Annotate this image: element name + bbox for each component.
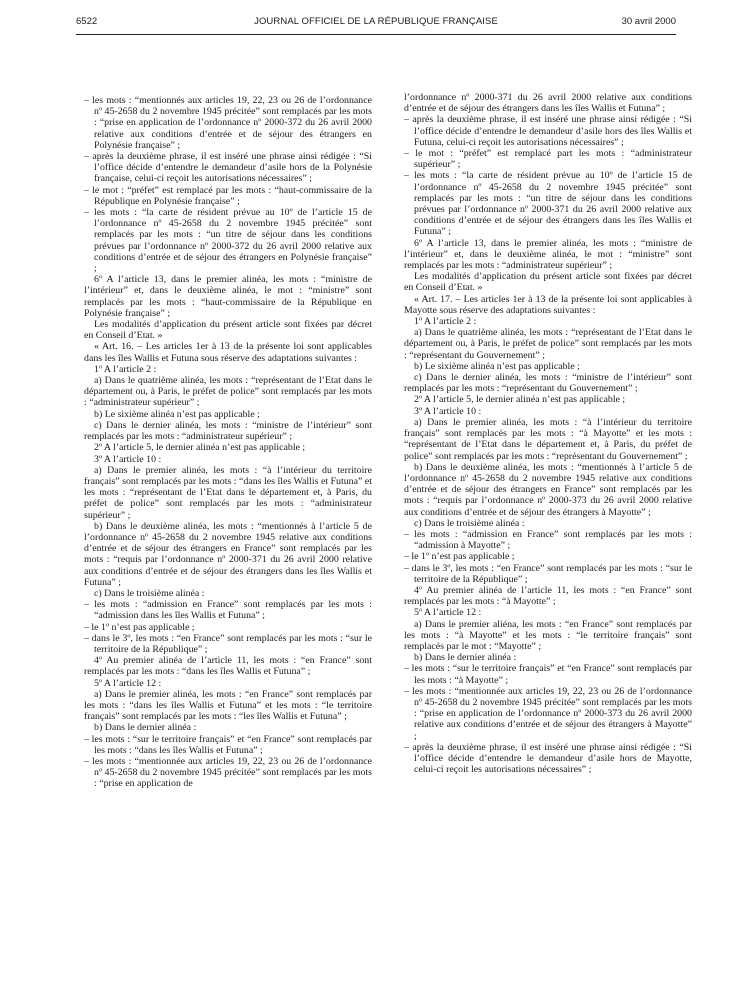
journal-title: JOURNAL OFFICIEL DE LA RÉPUBLIQUE FRANÇAISE — [254, 16, 498, 27]
paragraph: – les mots : “la carte de résident prévue au 10º de l’article 15 de l’ordonnance nº 45-2658 du 2 novembre 1945 précitée” sont remplacés par les mots : “un titre de séjour dans les conditions prévues par l’ordonnance nº 2000-371 du 26 avril 2000 relative aux conditions d’entrée et de séjour des étrangers dans les îles Wallis et Futuna” ; — [404, 170, 692, 238]
paragraph: « Art. 17. – Les articles 1er à 13 de la présente loi sont applicables à Mayotte sous réserve des adaptations suivantes : — [404, 293, 692, 316]
paragraph: – les mots : “mentionnés aux articles 19, 22, 23 ou 26 de l’ordonnance nº 45-2658 du 2 novembre 1945 précitée” sont remplacés par les mots : “prise en application de l’ordonnance nº 2000-372 du 26 avril 2000 relative aux conditions d’entrée et de séjour des étrangers en Polynésie française” ; — [84, 95, 372, 151]
paragraph: 1º A l’article 2 : — [414, 316, 477, 328]
paragraph: – les mots : “admission en France” sont remplacés par les mots : “admission à Mayotte” ; — [404, 528, 692, 552]
paragraph: 4º Au premier alinéa de l’article 11, les mots : “en France” sont remplacés par les mots : “à Mayotte” ; — [404, 584, 692, 608]
paragraph: – après la deuxième phrase, il est inséré une phrase ainsi rédigée : “Si l’office décide d’entendre le demandeur d’asile hors de Mayotte, celui-ci reçoit les autorisations nécessaires” ; — [404, 741, 692, 776]
paragraph: b) Le sixième alinéa n’est pas applicable ; — [414, 360, 580, 372]
paragraph: b) Dans le dernier alinéa : — [414, 652, 517, 664]
paragraph: c) Dans le troisième alinéa : — [94, 587, 205, 599]
paragraph: Les modalités d’application du présent article sont fixées par décret en Conseil d’Etat. » — [84, 319, 372, 342]
paragraph: – après la deuxième phrase, il est inséré une phrase ainsi rédigée : “Si l’office décide d’entendre le demandeur d’asile hors des îles Wallis et Futuna, celui-ci reçoit les autorisations nécessaires” ; — [404, 114, 692, 148]
paragraph: b) Dans le dernier alinéa : — [94, 722, 197, 734]
paragraph: a) Dans le premier alinéa, les mots : “à l’intérieur du territoire français” sont remplacés par les mots : “à Mayotte” et les mots : “représentant de l’Etat dans le département et, à Paris, du préfet de police” sont remplacés par les mots : “représentant du Gouvernement” ; — [404, 416, 692, 462]
paragraph: 1º A l’article 2 : — [94, 363, 157, 375]
paragraph: 5º A l’article 12 : — [414, 607, 482, 619]
paragraph: b) Le sixième alinéa n’est pas applicable ; — [94, 408, 260, 420]
paragraph: 2º A l’article 5, le dernier alinéa n’est pas applicable ; — [414, 394, 626, 406]
paragraph: – dans le 3º, les mots : “en France” sont remplacés par les mots : “sur le territoire de la République” ; — [84, 632, 372, 655]
right-text-column — [404, 92, 692, 775]
left-text-column — [84, 95, 372, 790]
paragraph: Les modalités d’application du présent article sont fixées par décret en Conseil d’Etat. » — [404, 271, 692, 294]
paragraph: a) Dans le premier aliéna, les mots : “en France” sont remplacés par les mots : “à Mayotte” et les mots : “le territoire français” sont remplacés par le mot : “Mayotte” ; — [404, 618, 692, 652]
paragraph: b) Dans le deuxième alinéa, les mots : “mentionnés à l’article 5 de l’ordonnance nº 45-2658 du 2 novembre 1945 relative aux conditions d’entrée et de séjour des étrangers en France” sont remplacés par les mots : “requis par l’ordonnance nº 2000-373 du 26 avril 2000 relative aux conditions d’entrée et de séjour des étrangers à Mayotte” ; — [404, 461, 692, 518]
paragraph: a) Dans le quatrième alinéa, les mots : “représentant de l’Etat dans le département ou, à Paris, le préfet de police” sont remplacés par les mots : “représentant du Gouvernement” ; — [404, 327, 692, 361]
issue-date: 30 avril 2000 — [621, 16, 676, 27]
paragraph: – les mots : “mentionnée aux articles 19, 22, 23 ou 26 de l’ordonnance nº 45-2658 du 2 novembre 1945 précitée” sont remplacés par les mots : “prise en application de — [84, 755, 372, 790]
paragraph: – les mots : “admission en France” sont remplacés par les mots : “admission dans les îles Wallis et Futuna” ; — [84, 599, 372, 622]
paragraph: c) Dans le troisième alinéa : — [414, 517, 525, 529]
paragraph: – le mot : “préfet” est remplacé part les mots : “administrateur supérieur” ; — [404, 148, 692, 171]
paragraph: 3º A l’article 10 : — [414, 405, 482, 417]
paragraph: b) Dans le deuxième alinéa, les mots : “mentionnés à l’article 5 de l’ordonnance nº 45-2658 du 2 novembre 1945 relative aux conditions d’entrée et de séjour des étrangers en France” sont remplacés par les mots : “requis par l’ordonnance nº 2000-371 du 26 avril 2000 relative aux conditions d’entrée et de séjour des étrangers dans les îles Wallis et Futuna” ; — [84, 520, 372, 588]
paragraph: – le mot : “préfet” est remplacé par les mots : “haut-commissaire de la République en Polynésie française” ; — [84, 184, 372, 207]
paragraph: – dans le 3º, les mots : “en France” sont remplacés par les mots : “sur le territoire de la République” ; — [404, 562, 692, 585]
page-header — [76, 16, 676, 35]
paragraph: – le 1º n’est pas applicable ; — [404, 551, 515, 563]
paragraph: – les mots : “mentionnée aux articles 19, 22, 23 ou 26 de l’ordonnance nº 45-2658 du 2 novembre 1945 précitée” sont remplacés par les mots : “prise en application de l’ordonnance nº 2000-373 du 26 avril 2000 relative aux conditions d’entrée et de séjour des étrangers à Mayotte” ; — [404, 685, 692, 742]
paragraph: 6º A l’article 13, dans le premier alinéa, les mots : “ministre de l’intérieur” et, dans le deuxième alinéa, le mot : “ministre” sont remplacés par les mots : “administrateur supérieur” ; — [404, 237, 692, 272]
paragraph: c) Dans le dernier alinéa, les mots : “ministre de l’intérieur” sont remplacés par les mots : “administrateur supérieur” ; — [84, 419, 372, 443]
paragraph: c) Dans le dernier alinéa, les mots : “ministre de l’intérieur” sont remplacés par les mots : “représentant du Gouvernement” ; — [404, 372, 692, 395]
paragraph: l’ordonnance nº 2000-371 du 26 avril 2000 relative aux conditions d’entrée et de séjour des étrangers dans les îles Wallis et Futuna” ; — [404, 92, 692, 115]
paragraph: 4º Au premier alinéa de l’article 11, les mots : “en France” sont remplacés par les mots : “dans les îles Wallis et Futuna” ; — [84, 655, 372, 678]
paragraph: 6º A l’article 13, dans le premier alinéa, les mots : “ministre de l’intérieur” et, dans le deuxième alinéa, le mot : “ministre” sont remplacés par les mots : “haut-commissaire de la République en Polynésie française” ; — [84, 274, 372, 319]
page-number: 6522 — [76, 16, 98, 27]
paragraph: – le 1º n’est pas applicable ; — [84, 621, 195, 633]
paragraph: 3º A l’article 10 : — [94, 453, 162, 465]
paragraph: – après la deuxième phrase, il est inséré une phrase ainsi rédigée : “Si l’office décide d’entendre le demandeur d’asile hors de la Polynésie française, celui-ci reçoit les autorisations nécessaires” ; — [84, 151, 372, 185]
paragraph: – les mots : “sur le territoire français” et “en France” sont remplacés par les mots : “dans les îles Wallis et Futuna” ; — [84, 733, 372, 756]
paragraph: 5º A l’article 12 : — [94, 677, 162, 689]
paragraph: a) Dans le quatrième alinéa, les mots : “représentant de l’Etat dans le département ou, à Paris, le préfet de police” sont remplacés par les mots : “administrateur supérieur” ; — [84, 375, 372, 409]
paragraph: – les mots : “sur le territoire français” et “en France” sont remplacés par les mots : “à Mayotte” ; — [404, 663, 692, 686]
paragraph: a) Dans le premier alinéa, les mots : “à l’intérieur du territoire français” sont remplacés par les mots : “dans les îles Wallis et Futuna” et les mots : “représentant de l’Etat dans le département et, à Paris, du préfet de police” sont remplacés par les mots : “administrateur supérieur” ; — [84, 464, 372, 521]
paragraph: 2º A l’article 5, le dernier alinéa n’est pas applicable ; — [94, 442, 306, 454]
paragraph: – les mots : “la carte de résident prévue au 10º de l’article 15 de l’ordonnance nº 45-2658 du 2 novembre 1945 précitée” sont remplacés par les mots : “un titre de séjour dans les conditions prévues par l’ordonnance nº 2000-372 du 26 avril 2000 relative aux conditions d’entrée et de séjour des étrangers en Polynésie française” ; — [84, 207, 372, 275]
paragraph: a) Dans le premier alinéa, les mots : “en France” sont remplacés par les mots : “dans les îles Wallis et Futuna” et les mots : “le territoire français” sont remplacés par les mots : “les îles Wallis et Futuna” ; — [84, 688, 372, 723]
paragraph: « Art. 16. – Les articles 1er à 13 de la présente loi sont applicables dans les îles Wallis et Futuna sous réserve des adaptations suivantes : — [84, 341, 372, 364]
